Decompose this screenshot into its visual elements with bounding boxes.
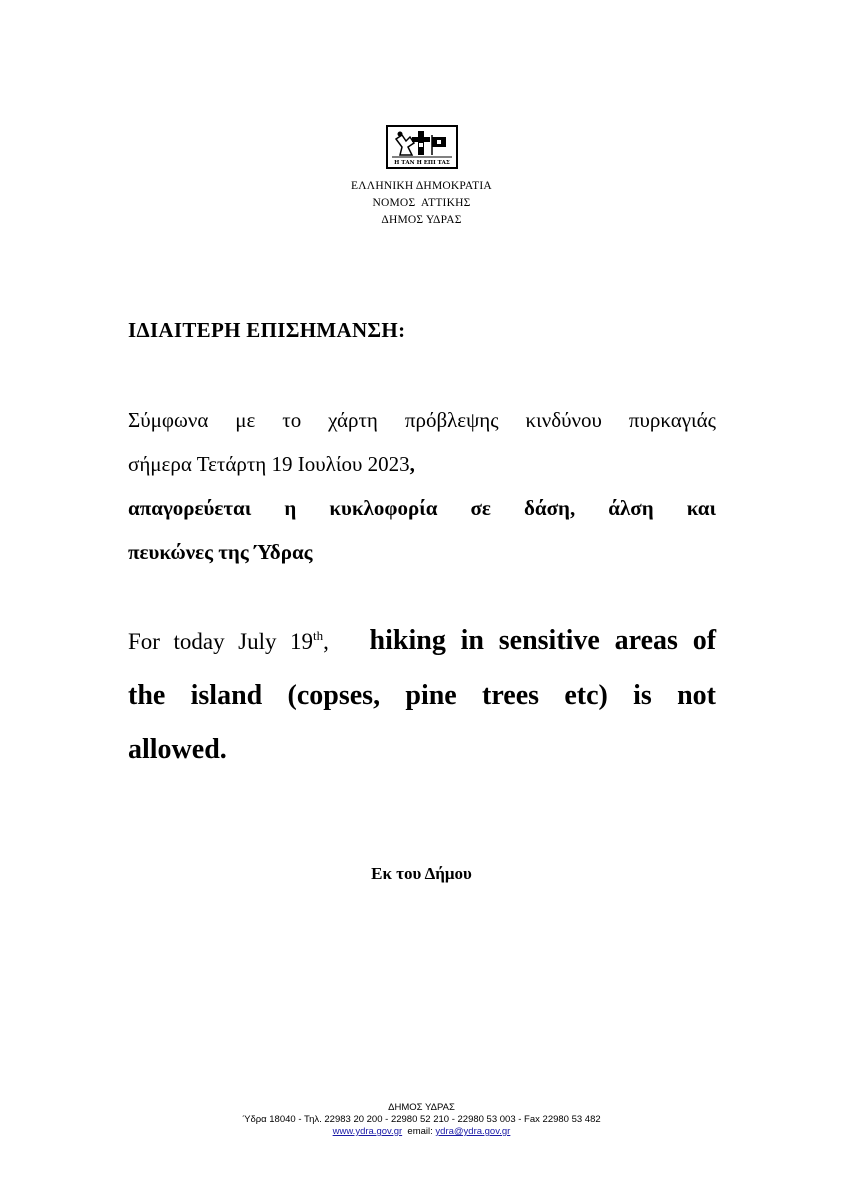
header-municipality: ΔΗΜΟΣ ΥΔΡΑΣ	[381, 214, 462, 226]
document-footer	[0, 1102, 843, 1138]
english-comma: ,	[323, 629, 329, 654]
greek-date: σήμερα Τετάρτη 19 Ιουλίου 2023	[128, 452, 410, 476]
footer-contact: Ύδρα 18040 - Τηλ. 22983 20 200 - 22980 52 210 - 22980 53 003 - Fax 22980 53 482	[242, 1114, 601, 1125]
english-date-suffix: th	[313, 628, 324, 643]
greek-line-1: Σύμφωνα με το χάρτη πρόβλεψης κινδύνου πυρκαγιάς	[128, 408, 716, 432]
english-bold-1: hiking in sensitive areas of	[369, 625, 717, 656]
english-notice	[128, 614, 716, 777]
english-bold-3: allowed.	[128, 734, 227, 765]
email-link[interactable]: ydra@ydra.gov.gr	[435, 1126, 511, 1137]
website-link[interactable]: www.ydra.gov.gr	[332, 1126, 403, 1137]
footer-org: ΔΗΜΟΣ ΥΔΡΑΣ	[388, 1102, 455, 1113]
municipality-logo	[386, 125, 458, 169]
english-bold-2: the island (copses, pine trees etc) is not	[128, 680, 716, 711]
header-country: ΕΛΛΗΝΙΚΗ ΔΗΜΟΚΡΑΤΙΑ	[351, 180, 492, 192]
document-header	[0, 178, 843, 229]
english-prefix: For today July 19	[128, 629, 314, 654]
signature: Εκ του Δήμου	[371, 864, 472, 883]
greek-line-2	[128, 442, 716, 486]
greek-date-comma: ,	[409, 452, 415, 476]
notice-heading: ΙΔΙΑΙΤΕΡΗ ΕΠΙΣΗΜΑΝΣΗ:	[128, 318, 406, 342]
emblem-icon	[388, 127, 456, 167]
logo-motto: Η ΤΑΝ Η ΕΠΙ ΤΑΣ	[394, 160, 450, 166]
footer-links	[0, 1126, 843, 1138]
email-label: email:	[407, 1126, 433, 1137]
greek-notice	[128, 398, 716, 574]
english-line-1	[128, 614, 716, 669]
header-prefecture: ΝΟΜΟΣ ΑΤΤΙΚΗΣ	[372, 197, 471, 209]
greek-prohibition-line-2: πευκώνες της Ύδρας	[128, 540, 313, 564]
greek-prohibition-line-1: απαγορεύεται η κυκλοφορία σε δάση, άλση και	[128, 496, 716, 520]
